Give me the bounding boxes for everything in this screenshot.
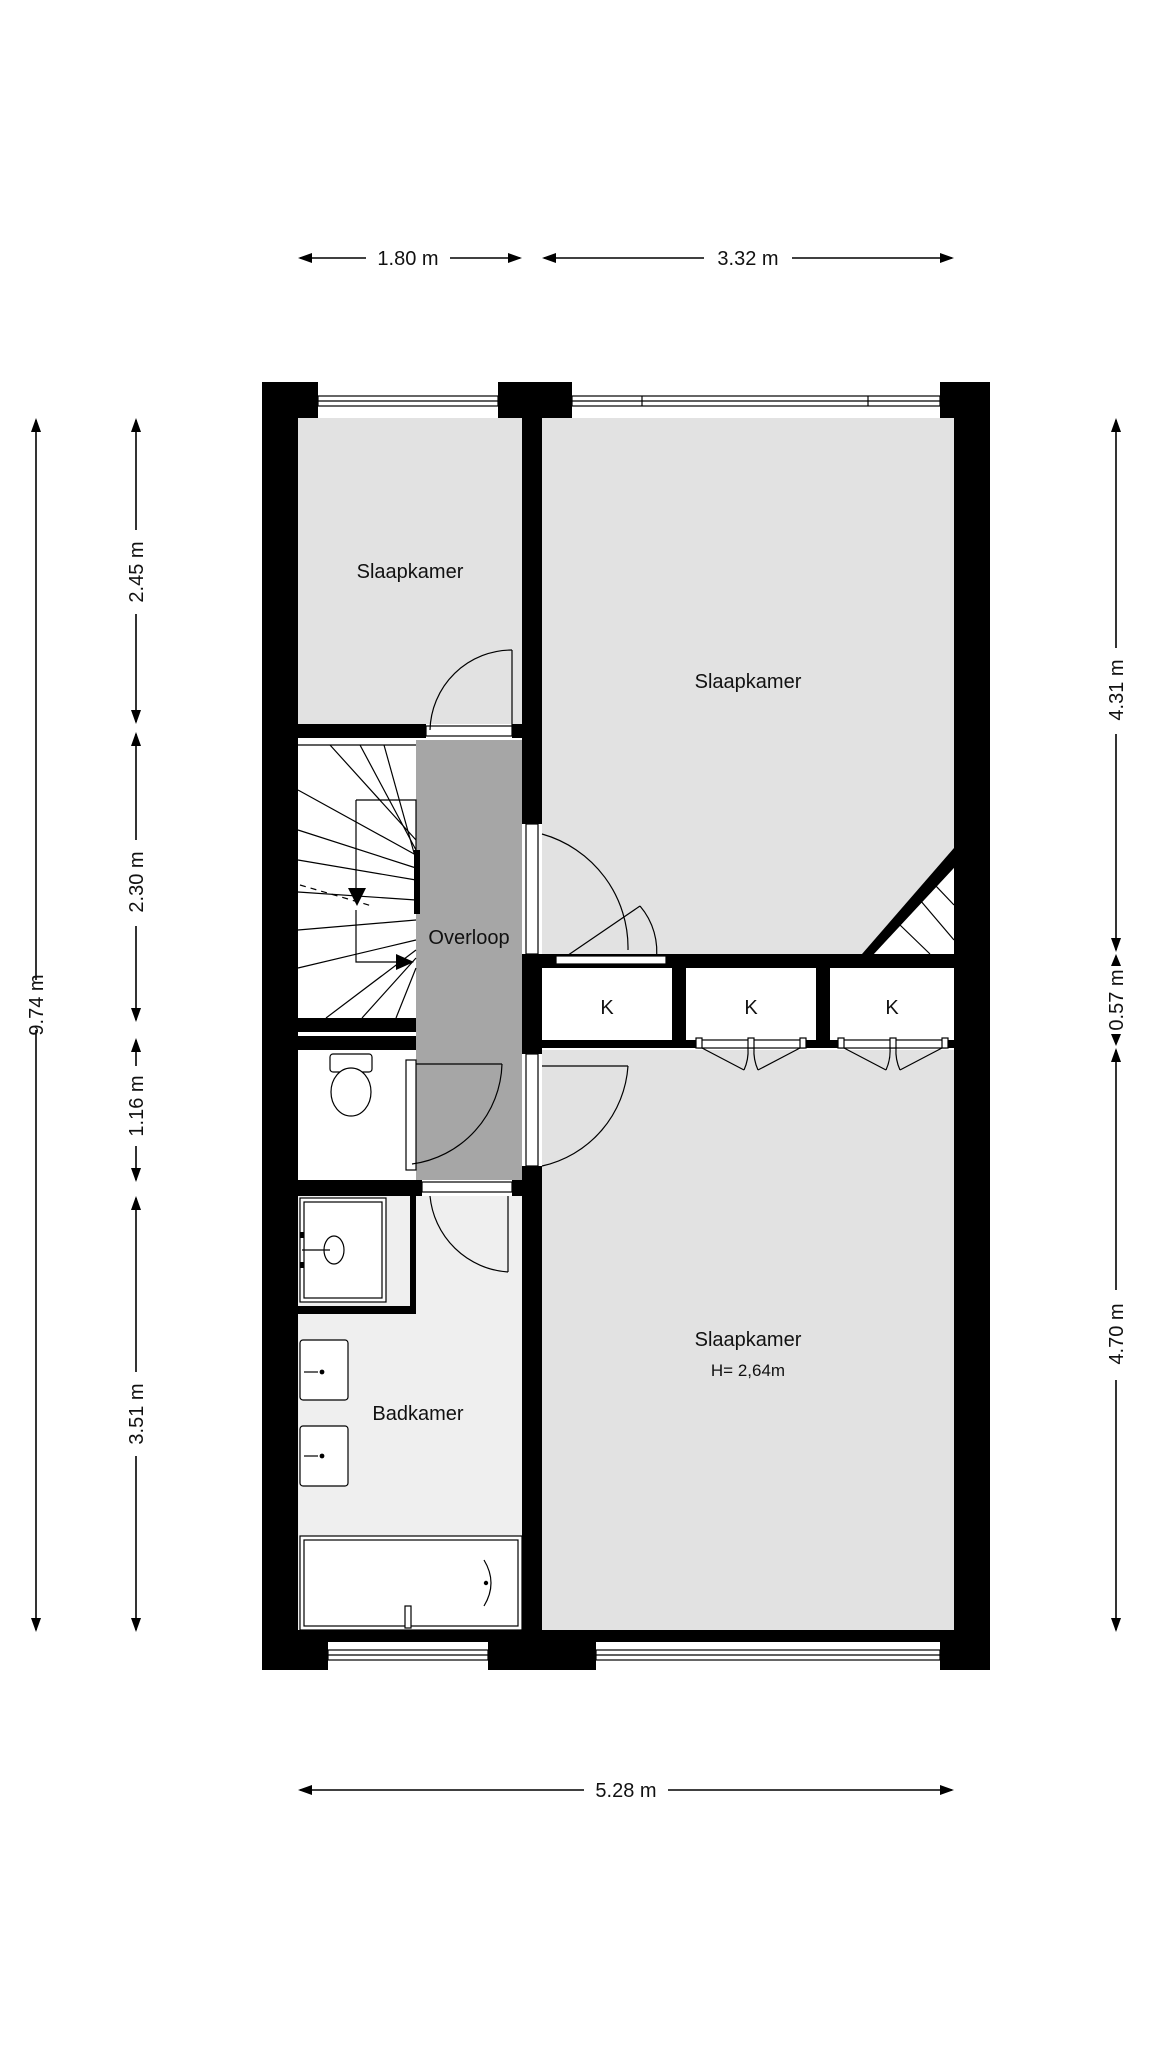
wall-closet-divider-2 (816, 954, 830, 1048)
bathroom-sink-large (300, 1198, 386, 1302)
wall-toilet-bottom (298, 1180, 422, 1196)
svg-text:0.57 m: 0.57 m (1106, 969, 1128, 1031)
toilet (330, 1054, 372, 1116)
dim-top-right (542, 248, 954, 270)
wall-bottom-1 (262, 1640, 328, 1670)
wall-center-3 (522, 1166, 542, 1640)
wall-bottom-inner (262, 1630, 990, 1642)
room-landing (416, 740, 522, 1180)
dim-left-3 (126, 1038, 148, 1182)
wall-center-1 (522, 418, 542, 824)
svg-text:2.30 m: 2.30 m (126, 851, 148, 913)
dim-right-1 (1106, 418, 1128, 952)
wall-sink-niche (298, 1306, 416, 1314)
wall-center-2 (522, 954, 542, 1054)
label-closet-3: K (885, 997, 899, 1019)
svg-text:5.28 m: 5.28 m (595, 1780, 657, 1802)
label-closet-2: K (744, 997, 758, 1019)
room-stairwell (298, 740, 416, 1018)
svg-text:3.32 m: 3.32 m (717, 248, 779, 270)
dim-left-total (26, 418, 48, 1632)
label-bathroom: Badkamer (372, 1403, 464, 1425)
svg-text:2.45 m: 2.45 m (126, 541, 148, 603)
wall-top-2 (498, 382, 572, 418)
wall-left (262, 382, 298, 1670)
wall-toilet-bottom-2 (512, 1180, 528, 1196)
window-bottom-left (328, 1650, 488, 1660)
dim-top-left (298, 248, 522, 270)
wall-bottom-2 (488, 1640, 596, 1670)
wall-top-3 (940, 382, 990, 418)
bathroom-sink-2 (300, 1426, 348, 1486)
wall-closet-divider-1 (672, 954, 686, 1048)
window-bottom-right (596, 1650, 940, 1660)
wall-small-bedroom-bottom-2 (512, 724, 528, 738)
dim-left-1 (126, 418, 148, 724)
dim-left-2 (126, 732, 148, 1022)
dim-right-2 (1106, 954, 1128, 1046)
svg-text:3.51 m: 3.51 m (126, 1383, 148, 1445)
wall-sink-niche-side (410, 1196, 416, 1314)
label-landing: Overloop (428, 927, 510, 949)
bathtub (300, 1536, 522, 1630)
label-bedroom-large-top: Slaapkamer (694, 671, 802, 693)
label-bedroom-large-bottom: Slaapkamer (694, 1329, 802, 1351)
svg-text:4.70 m: 4.70 m (1106, 1303, 1128, 1365)
svg-text:4.31 m: 4.31 m (1106, 659, 1128, 721)
wall-bottom-3 (940, 1640, 990, 1670)
label-closet-1: K (600, 997, 614, 1019)
bathroom-sink-1 (300, 1340, 348, 1400)
svg-text:1.80 m: 1.80 m (377, 248, 439, 270)
window-top-left (318, 396, 498, 406)
label-ceiling-height: H= 2,64m (710, 1361, 786, 1380)
svg-text:1.16 m: 1.16 m (126, 1075, 148, 1137)
dim-left-4 (126, 1196, 148, 1632)
wall-toilet-top (298, 1036, 416, 1050)
dim-right-3 (1106, 1048, 1128, 1632)
label-bedroom-small: Slaapkamer (356, 561, 464, 583)
svg-text:9.74 m: 9.74 m (26, 974, 48, 1036)
wall-top-1 (262, 382, 318, 418)
wall-small-bedroom-bottom (298, 724, 426, 738)
wall-right (954, 382, 990, 1670)
dim-bottom (298, 1780, 954, 1802)
window-top-right (572, 396, 940, 406)
wall-stair-bottom (298, 1018, 416, 1032)
